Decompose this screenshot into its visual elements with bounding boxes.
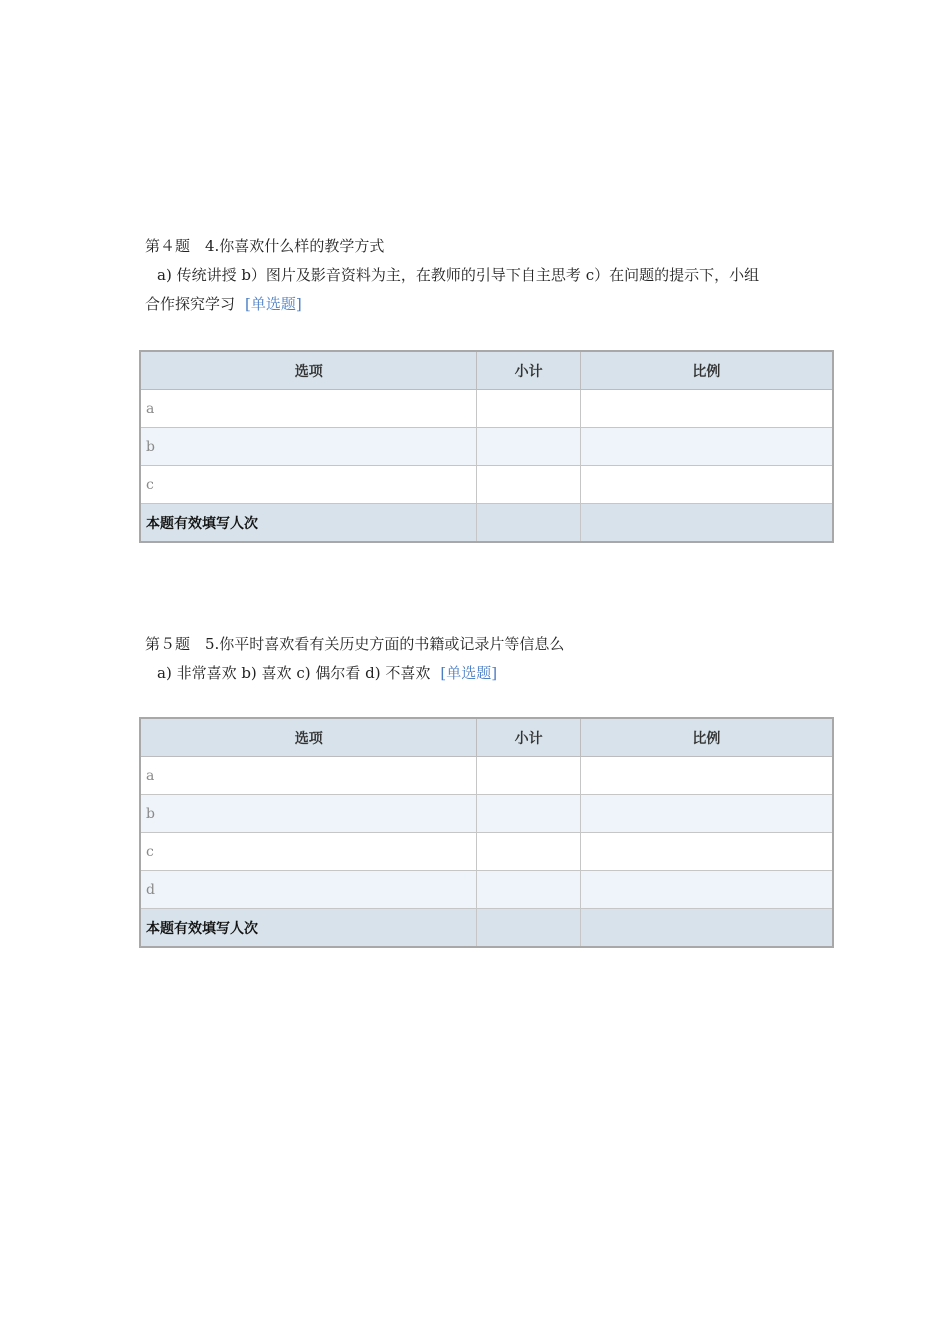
question-5-type-label: [单选题] xyxy=(440,664,498,682)
question-4 xyxy=(145,232,825,319)
table-row xyxy=(140,466,833,504)
option-label: a xyxy=(140,757,477,795)
table-row xyxy=(140,833,833,871)
total-ratio-cell xyxy=(580,909,833,948)
count-cell xyxy=(477,390,580,428)
question-4-options-line: a) 传统讲授 b）图片及影音资料为主，在教师的引导下自主思考 c）在问题的提示下，小组 xyxy=(157,266,760,284)
question-4-title: 第４题 4.你喜欢什么样的教学方式 xyxy=(145,237,385,255)
total-row xyxy=(140,504,833,543)
ratio-cell xyxy=(580,390,833,428)
header-count: 小计 xyxy=(477,718,580,757)
question-4-options-continued: 合作探究学习 xyxy=(145,295,236,313)
ratio-cell xyxy=(580,428,833,466)
total-label: 本题有效填写人次 xyxy=(140,909,477,948)
count-cell xyxy=(477,833,580,871)
question-4-stats-table xyxy=(139,350,834,543)
question-5 xyxy=(145,630,825,688)
count-cell xyxy=(477,428,580,466)
header-ratio: 比例 xyxy=(580,718,833,757)
total-ratio-cell xyxy=(580,504,833,543)
question-4-type-label: [单选题] xyxy=(245,295,302,313)
ratio-cell xyxy=(580,466,833,504)
table-row xyxy=(140,390,833,428)
header-option: 选项 xyxy=(140,351,477,390)
count-cell xyxy=(477,757,580,795)
table-header-row xyxy=(140,718,833,757)
table-row xyxy=(140,871,833,909)
option-label: a xyxy=(140,390,477,428)
count-cell xyxy=(477,795,580,833)
table-row xyxy=(140,795,833,833)
option-label: b xyxy=(140,795,477,833)
option-label: c xyxy=(140,466,477,504)
ratio-cell xyxy=(580,833,833,871)
table-row xyxy=(140,757,833,795)
count-cell xyxy=(477,871,580,909)
total-label: 本题有效填写人次 xyxy=(140,504,477,543)
total-row xyxy=(140,909,833,948)
option-label: c xyxy=(140,833,477,871)
option-label: d xyxy=(140,871,477,909)
ratio-cell xyxy=(580,871,833,909)
question-5-options-line: a) 非常喜欢 b) 喜欢 c) 偶尔看 d) 不喜欢 xyxy=(157,664,431,682)
header-count: 小计 xyxy=(477,351,580,390)
header-option: 选项 xyxy=(140,718,477,757)
ratio-cell xyxy=(580,795,833,833)
option-label: b xyxy=(140,428,477,466)
total-count-cell xyxy=(477,909,580,948)
count-cell xyxy=(477,466,580,504)
table-row xyxy=(140,428,833,466)
header-ratio: 比例 xyxy=(580,351,833,390)
question-5-stats-table xyxy=(139,717,834,948)
question-5-title: 第５题 5.你平时喜欢看有关历史方面的书籍或记录片等信息么 xyxy=(145,635,565,653)
total-count-cell xyxy=(477,504,580,543)
ratio-cell xyxy=(580,757,833,795)
table-header-row xyxy=(140,351,833,390)
